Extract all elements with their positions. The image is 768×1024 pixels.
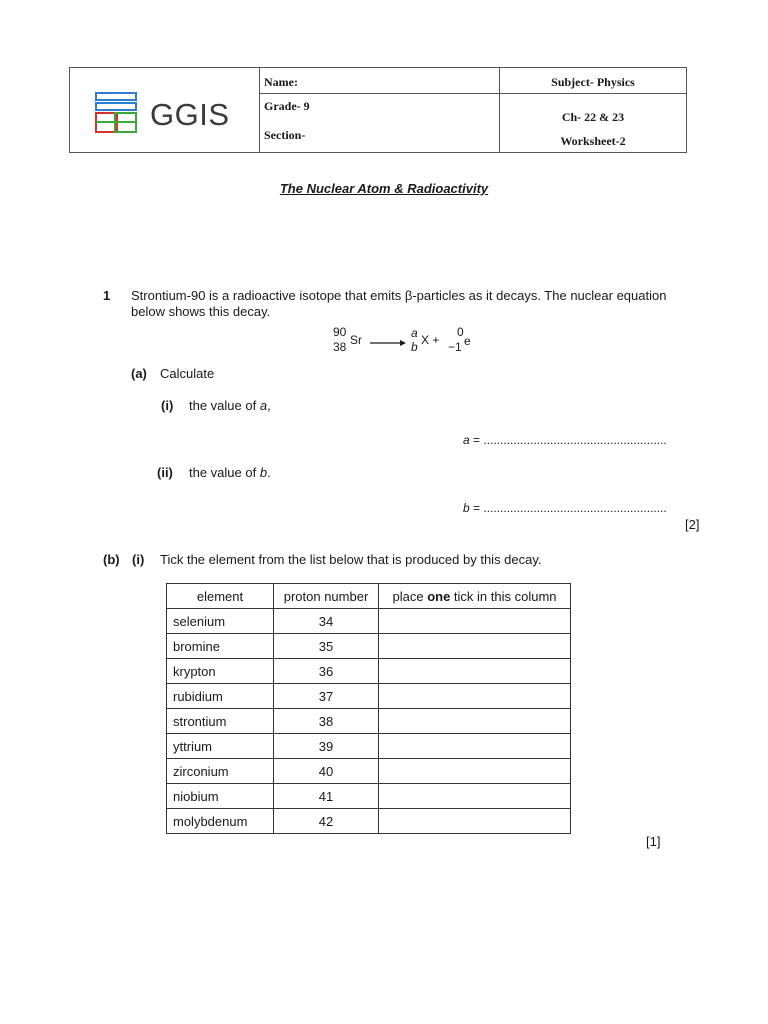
proton-number: 38 bbox=[274, 709, 379, 734]
element-name: bromine bbox=[167, 634, 274, 659]
page-title: The Nuclear Atom & Radioactivity bbox=[279, 181, 489, 196]
part-b-marks: [1] bbox=[646, 834, 661, 849]
element-name: yttrium bbox=[167, 734, 274, 759]
element-name: zirconium bbox=[167, 759, 274, 784]
header-table bbox=[69, 67, 687, 153]
tick-cell[interactable] bbox=[379, 684, 571, 709]
worksheet-label: Worksheet-2 bbox=[560, 134, 626, 149]
x-atomic-number: b bbox=[411, 340, 418, 354]
element-name: krypton bbox=[167, 659, 274, 684]
part-a-ii-label: (ii) bbox=[157, 465, 173, 480]
tick-cell[interactable] bbox=[379, 709, 571, 734]
part-a-i-label: (i) bbox=[161, 398, 174, 413]
grade-cell bbox=[260, 94, 500, 153]
element-name: molybdenum bbox=[167, 809, 274, 834]
section-label: Section- bbox=[264, 128, 306, 143]
ggis-logo-icon bbox=[95, 92, 143, 134]
element-name: niobium bbox=[167, 784, 274, 809]
nuclear-equation bbox=[330, 325, 480, 359]
element-table-header bbox=[167, 584, 571, 609]
table-row bbox=[167, 784, 571, 809]
part-a-ii-text: the value of b. bbox=[189, 465, 271, 480]
part-b-text: Tick the element from the list below that is produced by this decay. bbox=[160, 552, 542, 567]
name-cell bbox=[260, 68, 500, 94]
element-name: selenium bbox=[167, 609, 274, 634]
tick-cell[interactable] bbox=[379, 784, 571, 809]
part-b-label: (b) bbox=[103, 552, 120, 567]
question-number: 1 bbox=[103, 288, 111, 303]
grade-label: Grade- 9 bbox=[264, 99, 310, 114]
subject-cell bbox=[500, 68, 687, 94]
school-logo bbox=[95, 92, 235, 134]
sr-symbol: Sr bbox=[350, 333, 362, 347]
proton-number: 35 bbox=[274, 634, 379, 659]
question-intro-line1: Strontium-90 is a radioactive isotope that emits β-particles as it decays. The nuclear equation bbox=[131, 288, 667, 303]
element-table bbox=[166, 583, 571, 834]
electron-charge: −1 bbox=[448, 340, 462, 354]
logo-cell bbox=[70, 68, 260, 153]
tick-cell[interactable] bbox=[379, 609, 571, 634]
column-header-proton-number: proton number bbox=[274, 584, 379, 609]
table-row bbox=[167, 684, 571, 709]
chapter-cell bbox=[500, 94, 687, 153]
part-a-i-text: the value of a, bbox=[189, 398, 271, 413]
column-header-element: element bbox=[167, 584, 274, 609]
proton-number: 42 bbox=[274, 809, 379, 834]
part-a-marks: [2] bbox=[685, 517, 700, 532]
element-name: rubidium bbox=[167, 684, 274, 709]
sr-mass-number: 90 bbox=[333, 325, 347, 339]
element-name: strontium bbox=[167, 709, 274, 734]
column-header-tick: place one tick in this column bbox=[379, 584, 571, 609]
chapter-label: Ch- 22 & 23 bbox=[561, 110, 625, 125]
proton-number: 39 bbox=[274, 734, 379, 759]
part-b-i-label: (i) bbox=[132, 552, 145, 567]
proton-number: 41 bbox=[274, 784, 379, 809]
table-row bbox=[167, 709, 571, 734]
part-a-label: (a) bbox=[131, 366, 147, 381]
tick-cell[interactable] bbox=[379, 809, 571, 834]
x-symbol: X + bbox=[421, 333, 440, 347]
tick-cell[interactable] bbox=[379, 759, 571, 784]
logo-text: GGIS bbox=[150, 97, 230, 132]
subject-label: Subject- Physics bbox=[551, 75, 635, 89]
x-mass-number: a bbox=[411, 326, 418, 340]
proton-number: 34 bbox=[274, 609, 379, 634]
name-label: Name: bbox=[264, 75, 298, 89]
table-row bbox=[167, 734, 571, 759]
electron-mass-number: 0 bbox=[457, 325, 464, 339]
answer-b-line[interactable]: b = ....................................................... bbox=[463, 501, 667, 515]
table-row bbox=[167, 634, 571, 659]
tick-cell[interactable] bbox=[379, 634, 571, 659]
tick-cell[interactable] bbox=[379, 734, 571, 759]
question-intro-line2: below shows this decay. bbox=[131, 304, 271, 319]
table-row bbox=[167, 809, 571, 834]
proton-number: 37 bbox=[274, 684, 379, 709]
electron-symbol: e bbox=[464, 334, 471, 348]
proton-number: 40 bbox=[274, 759, 379, 784]
table-row bbox=[167, 659, 571, 684]
arrow-icon bbox=[370, 339, 406, 347]
sr-atomic-number: 38 bbox=[333, 340, 347, 354]
proton-number: 36 bbox=[274, 659, 379, 684]
table-row bbox=[167, 609, 571, 634]
tick-cell[interactable] bbox=[379, 659, 571, 684]
part-a-text: Calculate bbox=[160, 366, 215, 381]
answer-a-line[interactable]: a = ....................................................... bbox=[463, 433, 667, 447]
table-row bbox=[167, 759, 571, 784]
